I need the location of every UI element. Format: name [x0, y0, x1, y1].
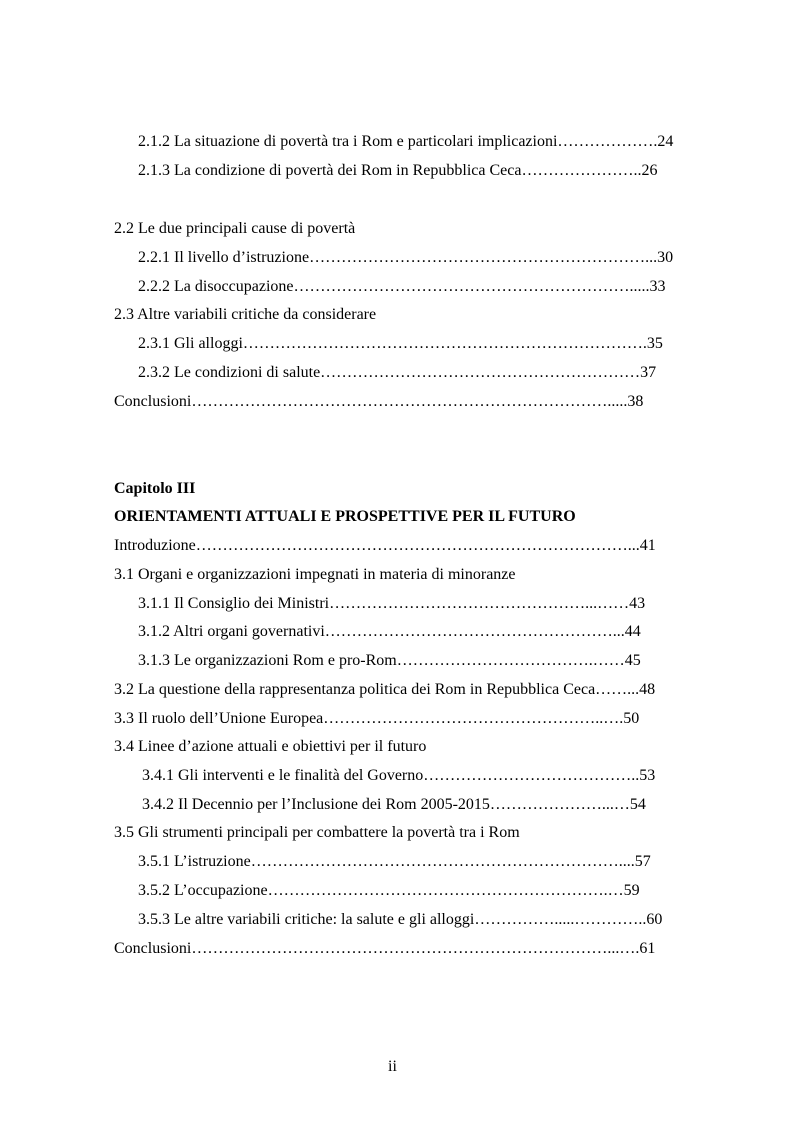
toc-entry-2-1-3: 2.1.3 La condizione di povertà dei Rom in Repubblica Ceca…………………..26 — [138, 162, 658, 179]
toc-conclusions-ch3: Conclusioni……………………………………………………………………...….61 — [114, 940, 656, 957]
toc-entry-2-3-1: 2.3.1 Gli alloggi………………………………………………………………….35 — [138, 335, 663, 352]
toc-section-3-4: 3.4 Linee d’azione attuali e obiettivi per il futuro — [114, 738, 427, 755]
toc-section-3-3: 3.3 Il ruolo dell’Unione Europea……………………………………………..….50 — [114, 710, 640, 727]
toc-entry-3-4-1: 3.4.1 Gli interventi e le finalità del Governo…………………………………..53 — [142, 767, 656, 784]
toc-entry-3-5-1: 3.5.1 L’istruzione……………………………………………………………....57 — [138, 853, 651, 870]
toc-entry-2-1-2: 2.1.2 La situazione di povertà tra i Rom e particolari implicazioni……………….24 — [138, 133, 674, 150]
toc-entry-3-1-2: 3.1.2 Altri organi governativi………………………………………………...44 — [138, 623, 641, 640]
toc-entry-3-5-2: 3.5.2 L’occupazione……………………………………………………….…59 — [138, 882, 640, 899]
toc-section-3-2: 3.2 La questione della rappresentanza politica dei Rom in Repubblica Ceca……...48 — [114, 681, 656, 698]
toc-entry-3-1-3: 3.1.3 Le organizzazioni Rom e pro-Rom……………………………….……45 — [138, 652, 641, 669]
toc-section-2-2: 2.2 Le due principali cause di povertà — [114, 220, 356, 237]
toc-entry-2-2-1: 2.2.1 Il livello d’istruzione………………………………………………………...30 — [138, 249, 674, 266]
page-number: ii — [388, 1058, 397, 1075]
toc-conclusions-ch2: Conclusioni…………………………………………………………………….....38 — [114, 393, 644, 410]
chapter-title: ORIENTAMENTI ATTUALI E PROSPETTIVE PER IL FUTURO — [114, 508, 576, 525]
toc-introduction-ch3: Introduzione………………………………………………………………………...41 — [114, 537, 656, 554]
toc-entry-3-5-3: 3.5.3 Le altre variabili critiche: la salute e gli alloggi…………….....…………..60 — [138, 911, 663, 928]
toc-section-2-3: 2.3 Altre variabili critiche da considerare — [114, 306, 377, 323]
toc-section-3-1: 3.1 Organi e organizzazioni impegnati in materia di minoranze — [114, 566, 516, 583]
toc-entry-2-3-2: 2.3.2 Le condizioni di salute……………………………………………………37 — [138, 364, 657, 381]
toc-entry-3-1-1: 3.1.1 Il Consiglio dei Ministri…………………………………………...……43 — [138, 595, 646, 612]
toc-entry-3-4-2: 3.4.2 Il Decennio per l’Inclusione dei Rom 2005-2015…………………...…54 — [142, 796, 646, 813]
toc-section-3-5: 3.5 Gli strumenti principali per combattere la povertà tra i Rom — [114, 824, 520, 841]
chapter-label: Capitolo III — [114, 480, 196, 497]
toc-entry-2-2-2: 2.2.2 La disoccupazione……………………………………………………….....33 — [138, 278, 666, 295]
